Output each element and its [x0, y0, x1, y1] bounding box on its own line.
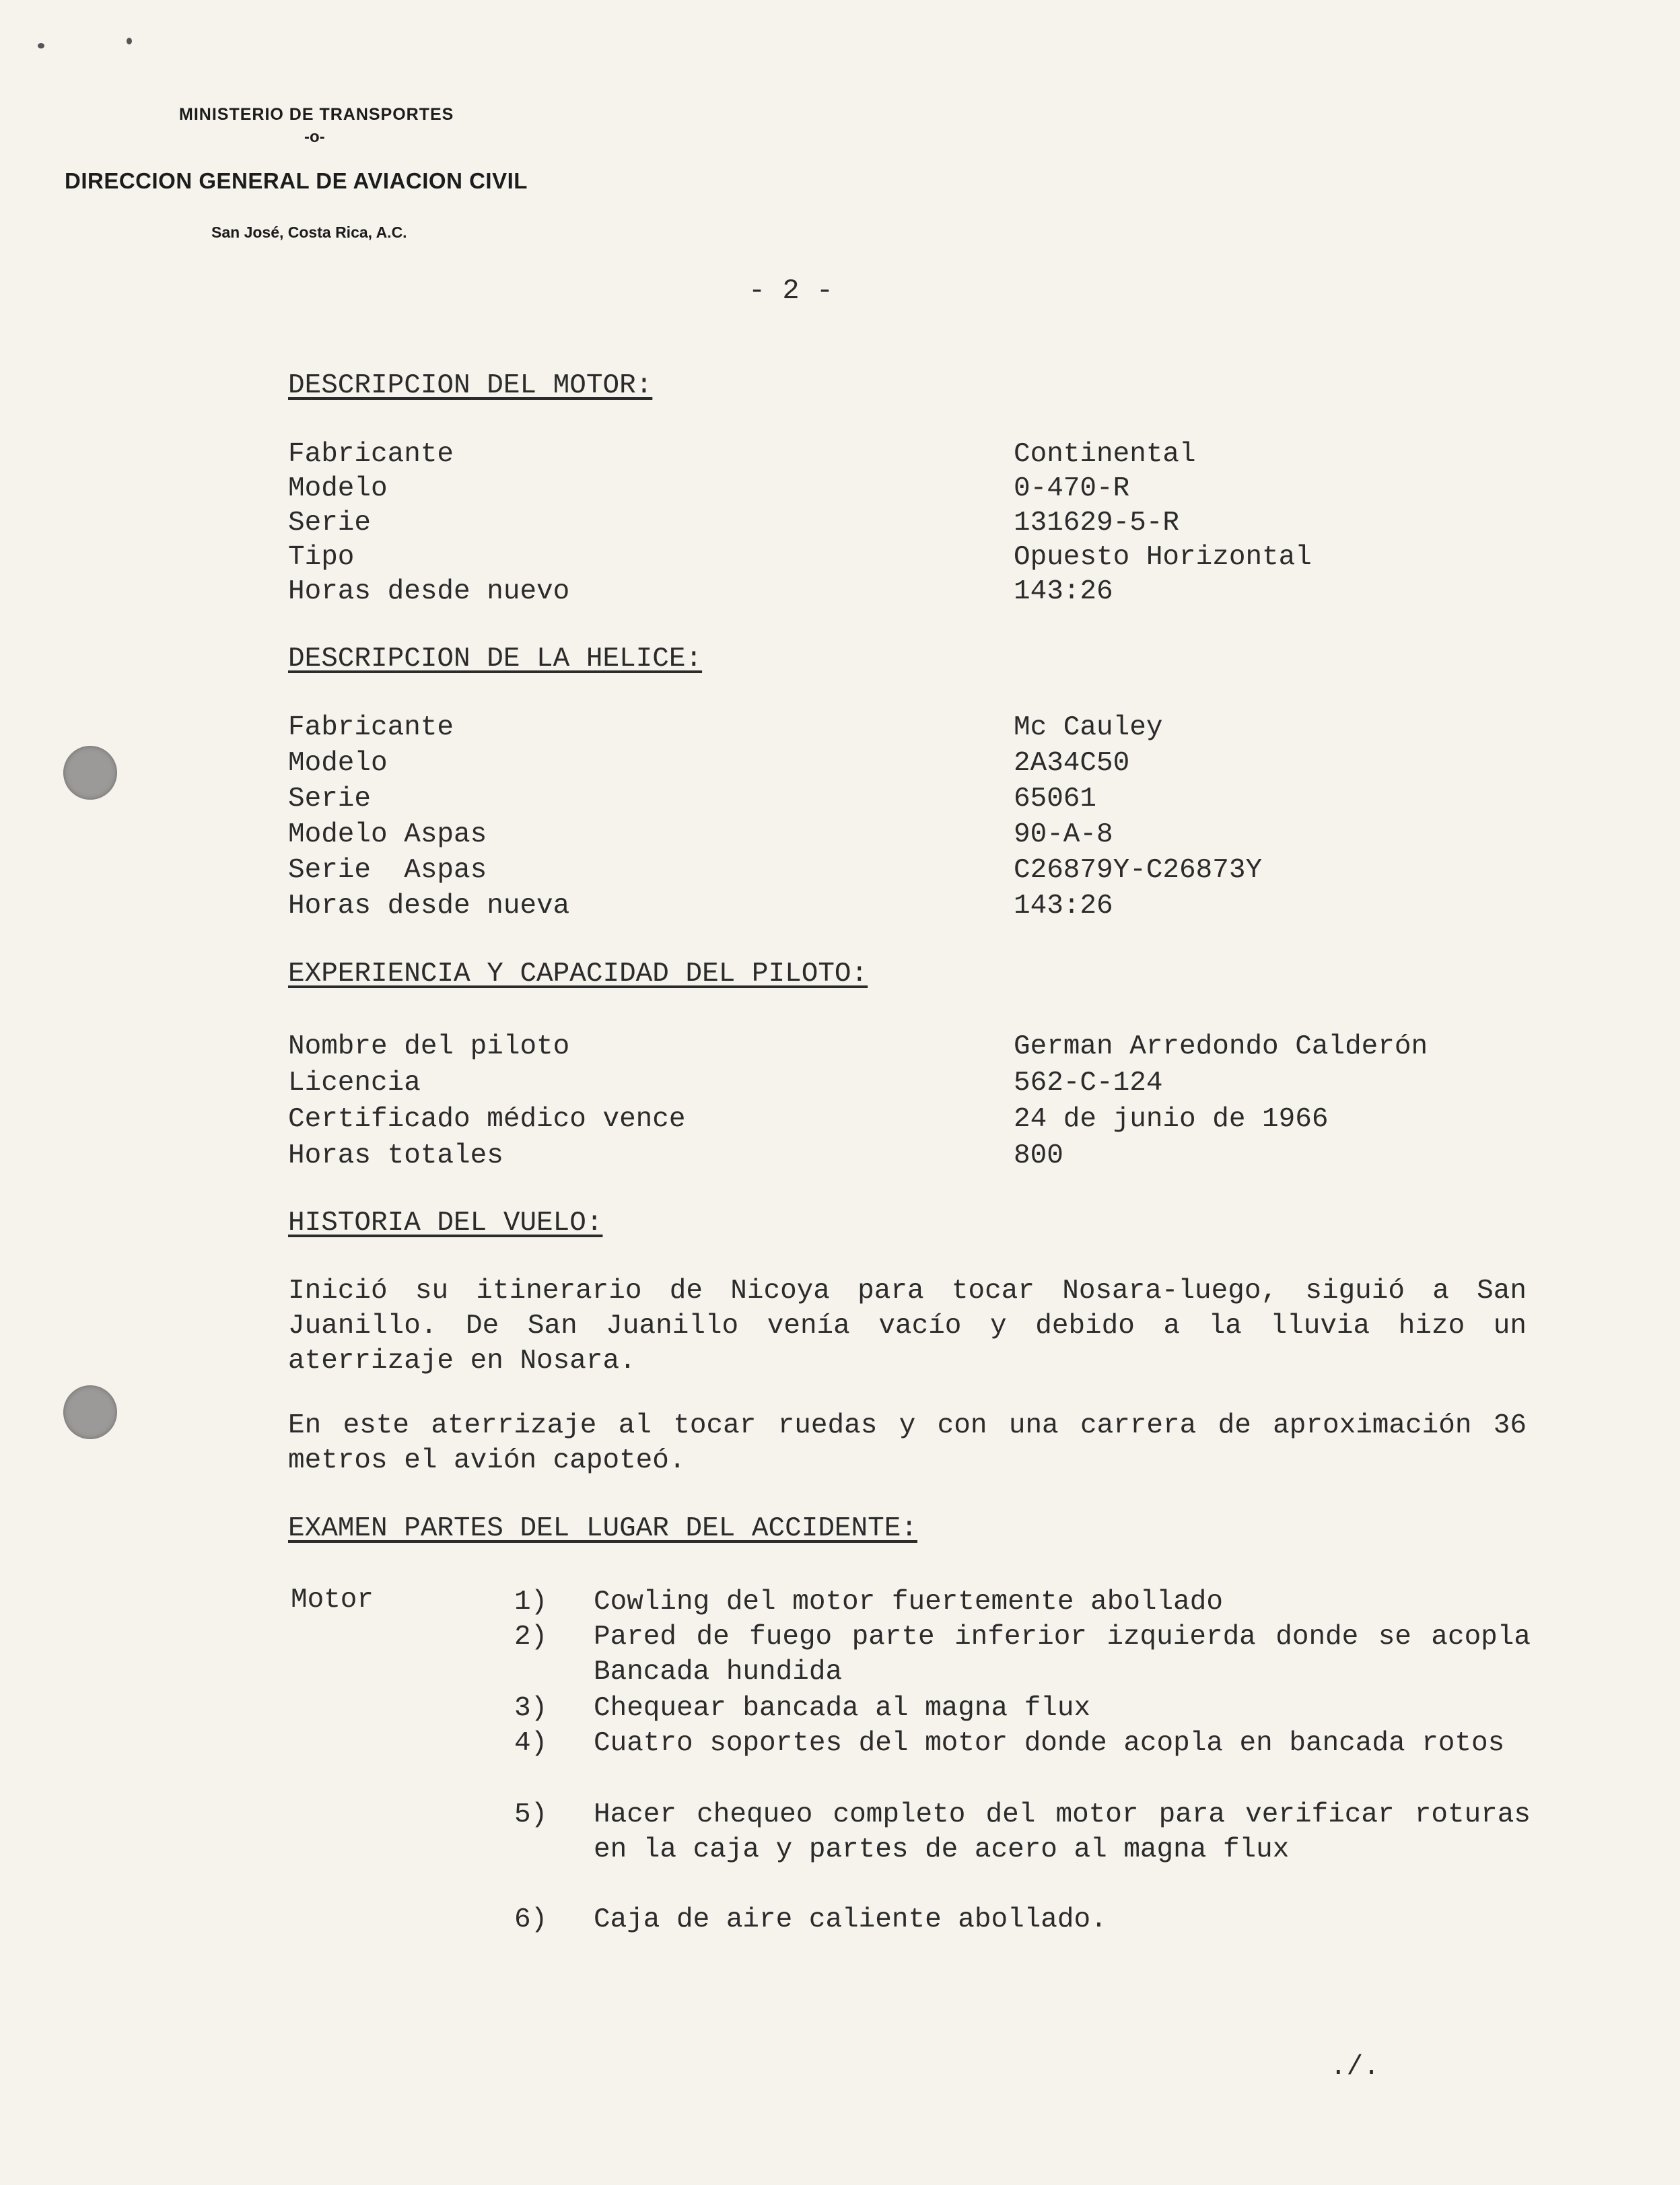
piloto-row	[288, 1140, 1533, 1175]
piloto-row-value: 24 de junio de 1966	[1014, 1104, 1329, 1135]
piloto-heading: EXPERIENCIA Y CAPACIDAD DEL PILOTO:	[288, 959, 868, 990]
letterhead-location: San José, Costa Rica, A.C.	[211, 223, 407, 241]
direction-name: DIRECCION GENERAL DE AVIACION CIVIL	[65, 168, 528, 193]
helice-row-label: Fabricante	[288, 712, 454, 743]
motor-heading: DESCRIPCION DEL MOTOR:	[288, 370, 653, 401]
helice-row	[288, 855, 1533, 890]
examen-item-number: 6)	[514, 1904, 548, 1935]
examen-item-number: 5)	[514, 1799, 548, 1830]
helice-row-label: Horas desde nueva	[288, 891, 570, 922]
ink-speck	[38, 43, 44, 48]
ministry-name: MINISTERIO DE TRANSPORTES	[179, 105, 454, 124]
examen-item-number: 1)	[514, 1587, 548, 1618]
motor-row-label: Serie	[288, 508, 372, 539]
ink-speck	[127, 38, 132, 44]
motor-row-value: Continental	[1014, 439, 1196, 470]
piloto-row-value: 800	[1014, 1140, 1063, 1171]
motor-row	[288, 473, 1533, 508]
punch-hole	[63, 746, 117, 800]
helice-row-value: 143:26	[1014, 891, 1113, 922]
piloto-row	[288, 1068, 1533, 1103]
piloto-row	[288, 1031, 1533, 1066]
piloto-row	[288, 1104, 1533, 1139]
examen-motor-label: Motor	[291, 1585, 374, 1616]
piloto-row-label: Certificado médico vence	[288, 1104, 686, 1135]
piloto-row-label: Nombre del piloto	[288, 1031, 570, 1062]
motor-row	[288, 508, 1533, 543]
historia-heading: HISTORIA DEL VUELO:	[288, 1208, 603, 1239]
motor-row-label: Horas desde nuevo	[288, 576, 570, 607]
historia-paragraph-1: Inició su itinerario de Nicoya para tocar Nosara-luego, siguió a San Juanillo. De San Juanillo venía vacío y debido a la lluvia hizo un aterrizaje en Nosara.	[288, 1276, 1527, 1377]
motor-row	[288, 576, 1533, 611]
motor-row-label: Modelo	[288, 473, 388, 504]
examen-item-text: Pared de fuego parte inferior izquierda donde se acopla Bancada hundida	[594, 1622, 1531, 1688]
examen-heading: EXAMEN PARTES DEL LUGAR DEL ACCIDENTE:	[288, 1513, 917, 1544]
examen-item-number: 3)	[514, 1693, 548, 1724]
examen-item-text: Caja de aire caliente abollado.	[594, 1904, 1107, 1935]
piloto-row-value: 562-C-124	[1014, 1068, 1163, 1099]
helice-row	[288, 748, 1533, 783]
helice-row-label: Modelo Aspas	[288, 819, 487, 850]
examen-item-text: Cowling del motor fuertemente abollado	[594, 1587, 1223, 1618]
motor-row-value: 143:26	[1014, 576, 1113, 607]
helice-row-value: Mc Cauley	[1014, 712, 1163, 743]
helice-heading: DESCRIPCION DE LA HELICE:	[288, 644, 703, 674]
helice-row-value: C26879Y-C26873Y	[1014, 855, 1263, 886]
continuation-mark: ./.	[1330, 2052, 1380, 2083]
punch-hole	[63, 1385, 117, 1439]
motor-row-value: 131629-5-R	[1014, 508, 1180, 539]
page-number: - 2 -	[748, 275, 834, 307]
piloto-row-label: Horas totales	[288, 1140, 503, 1171]
helice-row	[288, 891, 1533, 926]
motor-row-value: Opuesto Horizontal	[1014, 542, 1312, 573]
examen-item-number: 2)	[514, 1622, 548, 1653]
motor-row-value: 0-470-R	[1014, 473, 1130, 504]
examen-item-text: Cuatro soportes del motor donde acopla en bancada rotos	[594, 1728, 1505, 1759]
helice-row-value: 2A34C50	[1014, 748, 1130, 779]
letterhead-separator: -o-	[304, 128, 325, 146]
helice-row-value: 90-A-8	[1014, 819, 1113, 850]
helice-row	[288, 712, 1533, 747]
motor-row-label: Tipo	[288, 542, 355, 573]
helice-row-label: Serie Aspas	[288, 855, 487, 886]
motor-row	[288, 542, 1533, 577]
helice-row-value: 65061	[1014, 784, 1097, 814]
helice-row	[288, 784, 1533, 819]
helice-row	[288, 819, 1533, 854]
historia-paragraph-2: En este aterrizaje al tocar ruedas y con una carrera de aproximación 36 metros el avión capoteó.	[288, 1410, 1527, 1476]
motor-row	[288, 439, 1533, 474]
examen-item-text: Hacer chequeo completo del motor para verificar roturas en la caja y partes de acero al magna flux	[594, 1799, 1531, 1865]
examen-item-text: Chequear bancada al magna flux	[594, 1693, 1091, 1724]
piloto-row-label: Licencia	[288, 1068, 421, 1099]
helice-row-label: Serie	[288, 784, 372, 814]
piloto-row-value: German Arredondo Calderón	[1014, 1031, 1428, 1062]
motor-row-label: Fabricante	[288, 439, 454, 470]
helice-row-label: Modelo	[288, 748, 388, 779]
examen-item-number: 4)	[514, 1728, 548, 1759]
